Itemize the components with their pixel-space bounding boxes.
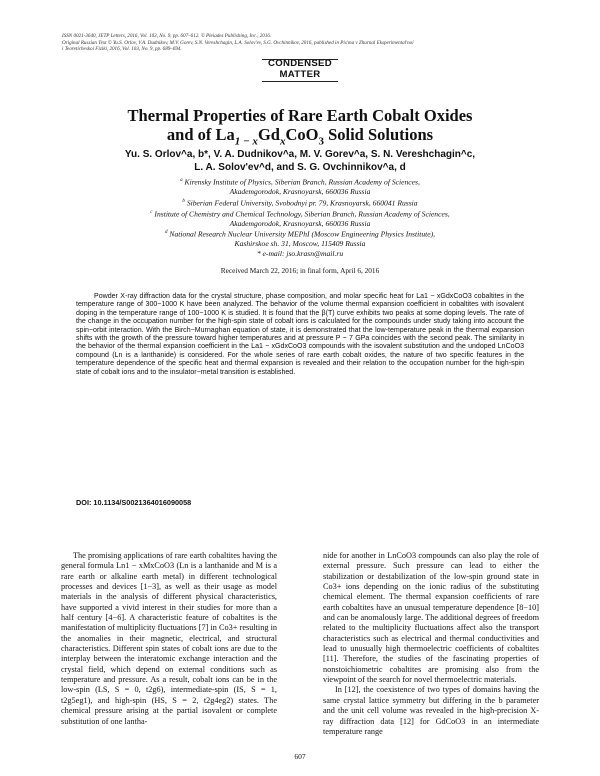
body-column-left xyxy=(61,551,277,727)
title-line-1: Thermal Properties of Rare Earth Cobalt Oxides xyxy=(127,106,473,125)
journal-header xyxy=(62,33,542,53)
body-paragraph: nide for another in LnCoO3 compounds can also play the role of external pressure. Such pressure can lead to either the stabilization or destabilization of the low-spin ground state in Co3+ ions depending on the ionic radius of the substituting chemical element. The thermal expansion coefficients of rare earth cobaltites have an unusual temperature dependence [8−10] and can be anomalously large. The additional degrees of freedom related to the multiplicity fluctuations affect also the transport characteristics such as electrical and thermal conductivities and lead to unusually high thermoelectric coefficients of cobaltites [11]. Therefore, the studies of the fascinating properties of nonstoichiometric cobaltites are promising also from the viewpoint of the search for novel thermoelectric materials. xyxy=(323,551,539,685)
section-rule-bottom xyxy=(262,81,338,82)
section-rule-top xyxy=(262,59,338,60)
page-number: 607 xyxy=(294,752,306,761)
journal-header-line: i Teoreticheskoi Fiziki, 2016, Vol. 103, No. 9, pp. 689–694. xyxy=(62,46,182,53)
received-dates: Received March 22, 2016; in final form, April 6, 2016 xyxy=(220,266,380,275)
doi: DOI: 10.1134/S0021364016090058 xyxy=(76,498,192,507)
body-paragraph: In [12], the coexistence of two types of domains having the same crystal lattice symmetry but differing in the b parameter and the unit cell volume was revealed in the high-precision X-ray diffraction data [12] for GdCoO3 in an intermediate temperature range xyxy=(323,685,539,736)
body-column-right xyxy=(323,551,539,737)
journal-header-line: ISSN 0021-3640, JETP Letters, 2016, Vol. 103, No. 9, pp. 607–612. © Pleiades Publishing, Inc., 2016. xyxy=(62,33,272,39)
abstract xyxy=(76,293,524,377)
affiliation-b: $^b$ Siberian Federal University, Svobodnyi pr. 79, Krasnoyarsk, 660041 Russia xyxy=(182,198,418,208)
author-line: L. A. Solov'ev^d, and S. G. Ovchinnikov^a, d xyxy=(194,161,406,173)
title-line-2: and of $La_{1 - x}Gd_xCoO_3$ Solid Solutions xyxy=(166,125,434,148)
section-label: CONDENSED MATTER xyxy=(267,58,332,80)
article-title xyxy=(0,106,600,148)
affiliation-a: $^a$ Kirensky Institute of Physics, Siberian Branch, Russian Academy of Sciences, Akademgorodok, Krasnoyarsk, 660036 Russia xyxy=(180,177,420,197)
affiliation-d: $^d$ National Research Nuclear University MEPhI (Moscow Engineering Physics Institute), Kashirskoe sh. 31, Moscow, 115409 Russia xyxy=(164,229,436,249)
author-list xyxy=(0,149,600,174)
abstract-text: Powder X-ray diffraction data for the crystal structure, phase composition, and molar specific heat for La1 − xGdxCoO3 cobaltites in the temperature range of 300−1000 K have been analyzed. The behavior of the volume thermal expansion coefficient in cobaltites with isovalent doping in the temperature range of 100−1000 K is studied. It is found that the β(T) curve exhibits two peaks at some doping levels. The rate of the change in the occupation number for the high-spin state of cobalt ions is calculated for the compounds under study taking into account the spin−orbit interaction. With the Birch−Murnaghan equation of state, it is demonstrated that the low-temperature peak in the thermal expansion shifts with the growth of the pressure toward higher temperatures and at pressure P ~ 7 GPa coincides with the second peak. The similarity in the behavior of the thermal expansion coefficient in the La1 − xGdxCoO3 compounds with the isovalent substitution and the undoped LnCoO3 compound (Ln is a lanthanide) is considered. For the whole series of rare earth cobalt oxides, the nature of two specific features in the temperature dependence of the specific heat and thermal expansion is revealed and their relation to the occupation number for the high-spin state of cobalt ions and to the insulator−metal transition is established. xyxy=(76,293,524,376)
affiliation-c: $^c$ Institute of Chemistry and Chemical Technology, Siberian Branch, Russian Academy of Sciences, Akademgorodok, Krasnoyarsk, 660036 Russia xyxy=(150,209,450,228)
journal-header-line: Original Russian Text © Yu.S. Orlov, V.A. Dudnikov, M.V. Gorev, S.N. Vereshchagin, L.A. Solov'ev, S.G. Ovchinnikov, 2016, published in Pis'ma v Zhurnal Eksperimental'noi xyxy=(62,39,414,46)
corresponding-email: * e-mail: jso.krasn@mail.ru xyxy=(256,248,344,258)
affiliations xyxy=(100,176,500,258)
author-line: Yu. S. Orlov^a, b*, V. A. Dudnikov^a, M. V. Gorev^a, S. N. Vereshchagin^c, xyxy=(124,149,476,160)
body-paragraph: The promising applications of rare earth cobaltites having the general formula Ln1 − xMxCoO3 (Ln is a lanthanide and M is a rare earth or alkaline earth metal) in different technological processes and devices [1−3], as well as their usage as model materials in the analysis of different physical characteristics, have supported a vivid interest in their studies for more than a half century [4−6]. A characteristic feature of cobaltites is the manifestation of multiplicity fluctuations [7] in Co3+ resulting in the anomalies in their magnetic, electrical, and structural characteristics. Different spin states of cobalt ions are due to the interplay between the interatomic exchange interaction and the crystal field, which depend on external conditions such as temperature and pressure. As a result, cobalt ions can be in the low-spin (LS, S = 0, t2g6), intermediate-spin (IS, S = 1, t2g5eg1), and high-spin (HS, S = 2, t2g4eg2) states. The chemical pressure arising at the partial isovalent or complete substitution of one lantha- xyxy=(61,551,277,726)
